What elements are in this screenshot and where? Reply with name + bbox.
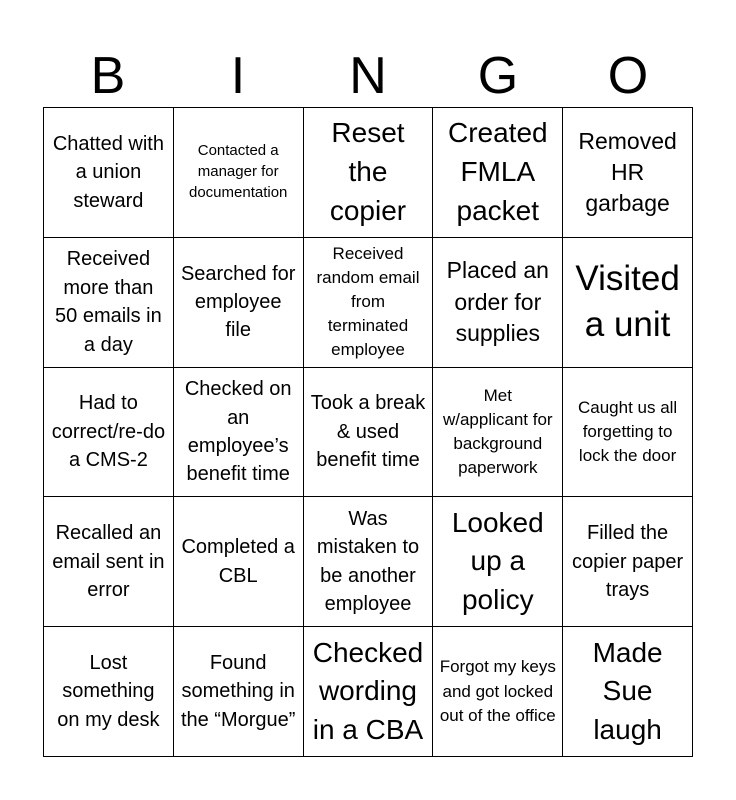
cell-text: Met w/applicant for background paperwork (442, 385, 553, 478)
cell-text: Checked on an employee’s benefit time (184, 378, 292, 486)
cell-text: Received more than 50 emails in a day (55, 248, 162, 356)
cell-text: Placed an order for supplies (446, 257, 549, 346)
cell-text: Forgot my keys and got locked out of the office (439, 657, 556, 725)
bingo-cell[interactable] (563, 108, 693, 238)
bingo-cell[interactable] (174, 627, 304, 757)
bingo-cell[interactable] (563, 238, 693, 368)
bingo-cell[interactable] (304, 368, 434, 498)
cell-text: Was mistaken to be another employee (316, 508, 420, 616)
cell-text: Reset the copier (329, 117, 407, 226)
bingo-cell[interactable] (304, 108, 434, 238)
cell-text: Made Sue laugh (592, 636, 663, 745)
bingo-cell[interactable] (433, 627, 563, 757)
bingo-cell[interactable] (304, 238, 434, 368)
cell-text: Checked wording in a CBA (312, 636, 424, 745)
bingo-header (43, 46, 693, 106)
bingo-cell[interactable] (433, 368, 563, 498)
cell-text: Chatted with a union steward (52, 132, 164, 212)
bingo-cell[interactable] (44, 368, 174, 498)
bingo-cell[interactable] (304, 497, 434, 627)
header-letter-b: B (90, 47, 126, 105)
cell-text: Had to correct/re-do a CMS-2 (51, 392, 166, 472)
bingo-cell[interactable] (44, 108, 174, 238)
bingo-cell[interactable] (433, 238, 563, 368)
bingo-cell[interactable] (44, 627, 174, 757)
bingo-cell[interactable] (174, 368, 304, 498)
bingo-cell[interactable] (44, 497, 174, 627)
cell-text: Took a break & used benefit time (310, 392, 426, 472)
cell-text: Looked up a policy (451, 506, 544, 616)
cell-text: Removed HR garbage (578, 127, 677, 217)
bingo-cell[interactable] (563, 627, 693, 757)
cell-text: Recalled an email sent in error (52, 522, 165, 601)
cell-text: Searched for employee file (180, 262, 296, 342)
bingo-cell[interactable] (563, 368, 693, 498)
header-letter-g: G (477, 47, 519, 105)
cell-text: Received random email from terminated employee (316, 243, 420, 360)
cell-text: Found something in the “Morgue” (180, 652, 296, 731)
cell-text: Contacted a manager for documentation (188, 142, 288, 201)
bingo-cell[interactable] (44, 238, 174, 368)
cell-text: Completed a CBL (181, 536, 295, 587)
cell-text: Caught us all forgetting to lock the door (577, 397, 678, 466)
cell-text: Filled the copier paper trays (572, 522, 684, 601)
bingo-board (43, 107, 693, 757)
header-letter-i: I (230, 47, 246, 105)
cell-text: Created FMLA packet (447, 117, 548, 226)
bingo-cell[interactable] (433, 497, 563, 627)
header-letter-o: O (607, 47, 649, 105)
bingo-cell[interactable] (304, 627, 434, 757)
header-letter-n: N (349, 47, 387, 105)
bingo-cell[interactable] (174, 497, 304, 627)
cell-text: Lost something on my desk (57, 652, 160, 731)
cell-text: Visited a unit (575, 259, 680, 345)
bingo-cell[interactable] (174, 108, 304, 238)
bingo-cell[interactable] (433, 108, 563, 238)
bingo-cell[interactable] (563, 497, 693, 627)
bingo-cell[interactable] (174, 238, 304, 368)
